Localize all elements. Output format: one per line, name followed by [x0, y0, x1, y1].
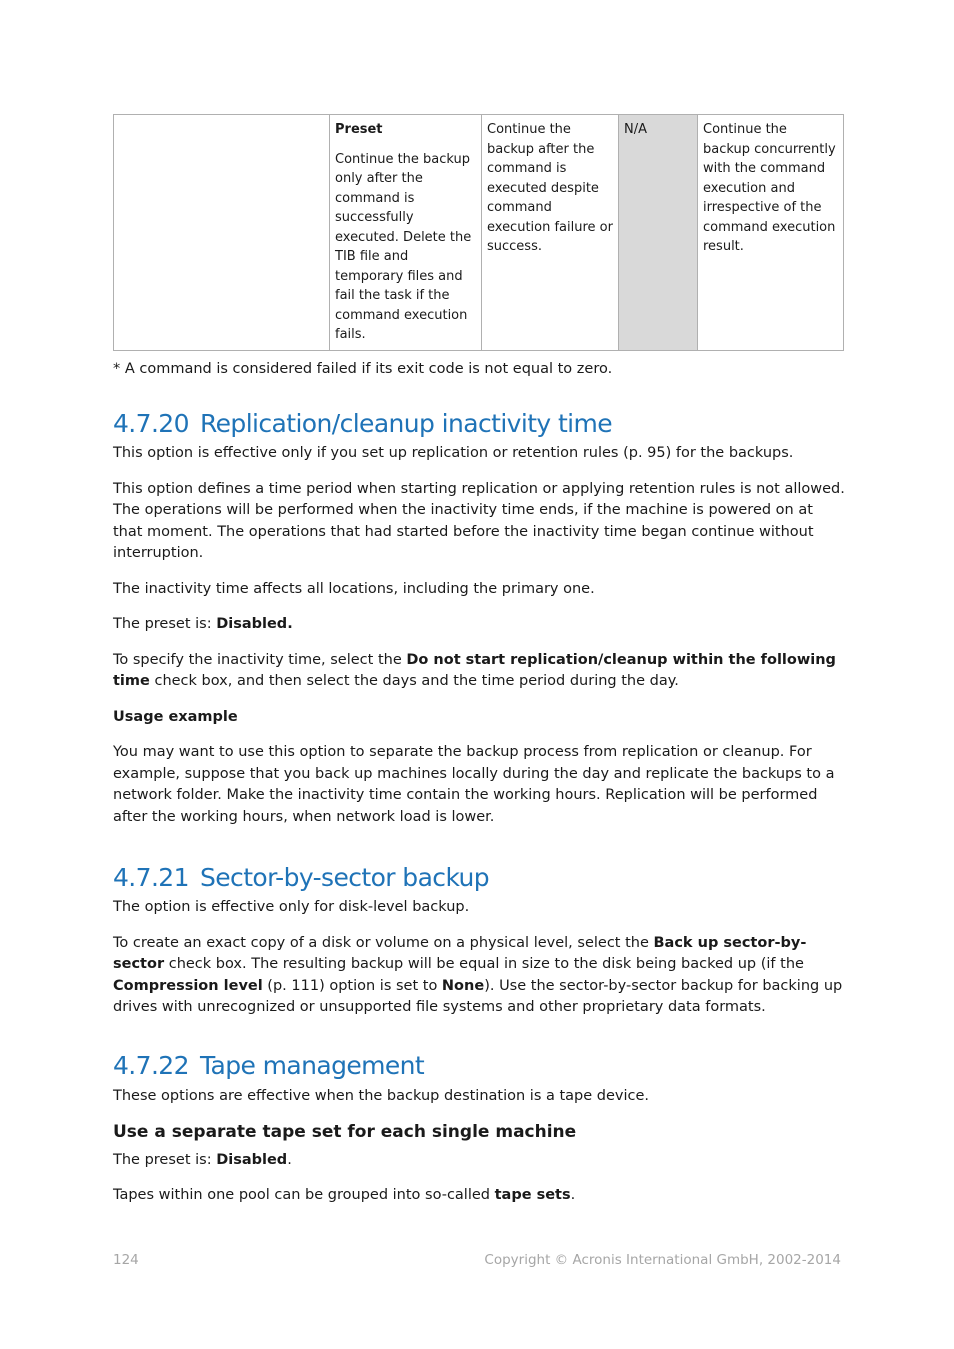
paragraph: The option is effective only for disk-level backup.	[113, 899, 470, 915]
paragraph	[113, 650, 845, 693]
page-footer	[113, 1252, 841, 1268]
section-4-7-20	[113, 408, 845, 828]
section-title: Sector-by-sector backup	[200, 863, 490, 892]
section-number: 4.7.21	[113, 863, 189, 892]
text-run: (p. 111) option is set to	[262, 977, 442, 994]
preset-paragraph	[113, 614, 845, 636]
section-number: 4.7.20	[113, 409, 189, 438]
section-title: Tape management	[200, 1051, 425, 1080]
table-row	[114, 115, 844, 351]
text-run: check box. The resulting backup will be equal in size to the disk being backed up (if the	[164, 956, 804, 972]
copyright-notice: Copyright © Acronis International GmbH, 2002-2014	[484, 1252, 841, 1268]
option-value: None	[441, 977, 485, 994]
usage-example-heading: Usage example	[113, 708, 238, 725]
table-cell-na: N/A	[619, 115, 698, 351]
paragraph	[113, 1185, 845, 1207]
paragraph: This option defines a time period when starting replication or applying retention rules is not allowed. The operations will be performed when the inactivity time ends, if the machine is powered on at that moment. The operations that had started before the inactivity time began continue without interruption.	[113, 480, 845, 561]
cell-text-preset: Continue the backup only after the command is successfully executed. Delete the TIB file and temporary files and fail the task if the command execution fails.	[335, 151, 472, 342]
options-table-block	[113, 114, 843, 377]
preset-label: The preset is:	[113, 1151, 217, 1168]
text-run: To specify the inactivity time, select the	[113, 651, 407, 668]
table-cell-empty	[114, 115, 330, 351]
table-footnote: * A command is considered failed if its exit code is not equal to zero.	[113, 360, 613, 377]
paragraph: The inactivity time affects all locations, including the primary one.	[113, 580, 595, 597]
table-cell-preset	[330, 115, 482, 351]
subsection-heading: Use a separate tape set for each single machine	[113, 1121, 577, 1142]
paragraph: These options are effective when the backup destination is a tape device.	[113, 1088, 650, 1104]
text-run: To create an exact copy of a disk or volume on a physical level, select the	[113, 934, 654, 951]
preset-value: Disabled	[216, 1151, 288, 1168]
preset-paragraph	[113, 1150, 845, 1172]
paragraph: You may want to use this option to separate the backup process from replication or cleanup. For example, suppose that you back up machines locally during the day and replicate the backups to a network folder. Make the inactivity time contain the working hours. Replication will be performed after the working hours, when network load is lower.	[113, 744, 835, 825]
text-run: .	[570, 1187, 576, 1203]
preset-value: Disabled.	[216, 616, 293, 632]
section-heading	[113, 1050, 845, 1082]
page-number: 124	[113, 1252, 139, 1268]
text-run: .	[287, 1151, 292, 1168]
table-cell-concurrent: Continue the backup concurrently with the command execution and irrespective of the command execution result.	[698, 115, 844, 351]
section-title: Replication/cleanup inactivity time	[200, 409, 613, 438]
section-heading	[113, 408, 845, 440]
table-cell-continue: Continue the backup after the command is executed despite command execution failure or success.	[482, 115, 619, 351]
section-4-7-21	[113, 862, 845, 1019]
section-4-7-22	[113, 1050, 845, 1207]
text-run: check box, and then select the days and the time period during the day.	[149, 673, 679, 689]
paragraph: This option is effective only if you set up replication or retention rules (p. 95) for the backups.	[113, 445, 794, 461]
term: tape sets	[494, 1187, 571, 1203]
text-run: ). Use the sector-by-sector backup for backing up drives with unrecognized or unsupported file systems and other proprietary data formats.	[113, 977, 843, 1015]
section-heading	[113, 862, 845, 894]
cell-title-preset: Preset	[335, 122, 383, 137]
paragraph	[113, 933, 845, 1019]
command-options-table	[113, 114, 844, 351]
option-name: Do not start replication/cleanup within the following time	[113, 651, 836, 689]
option-name: Compression level	[113, 977, 263, 994]
text-run: Tapes within one pool can be grouped into so-called	[113, 1187, 495, 1203]
section-number: 4.7.22	[113, 1051, 189, 1080]
preset-label: The preset is:	[113, 616, 217, 632]
option-name: Back up sector-by-sector	[113, 934, 807, 972]
